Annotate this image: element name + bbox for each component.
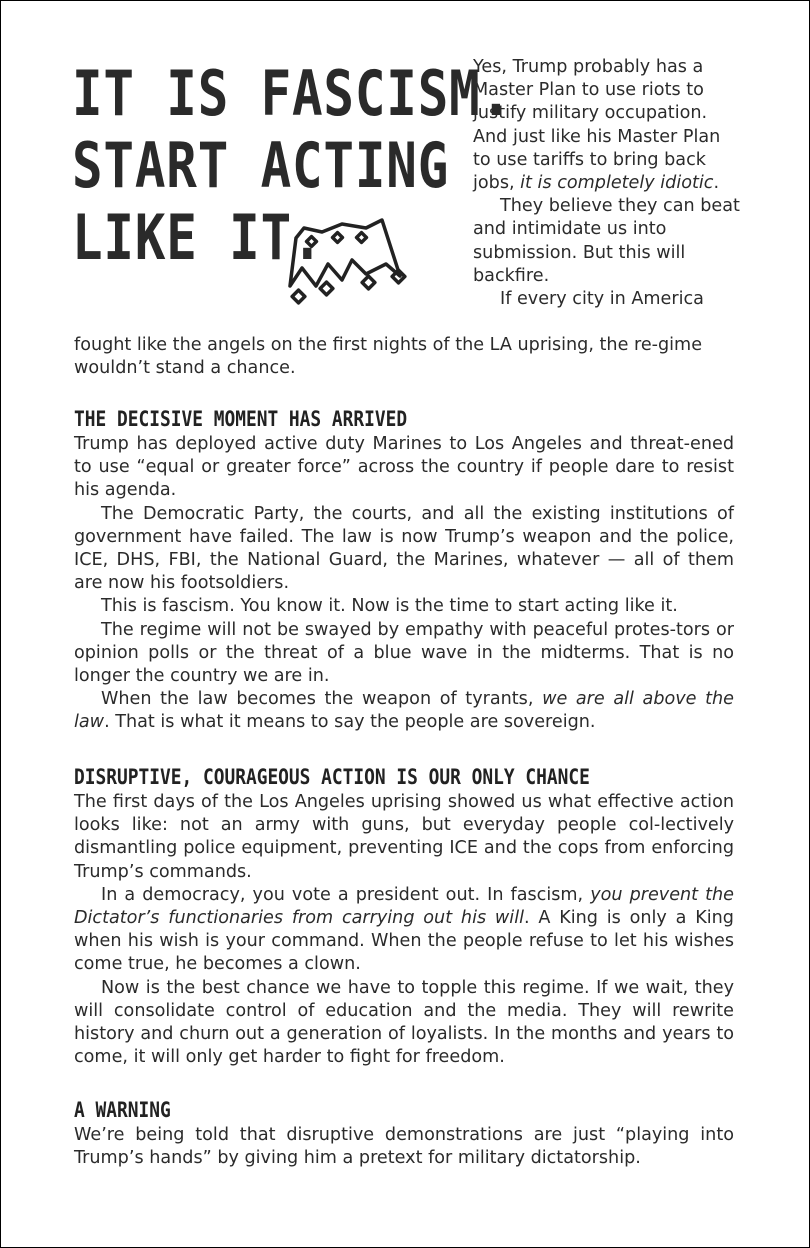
title-line-2: START ACTING <box>72 129 450 202</box>
p2-text: In a democracy, you vote a president out. In fascism, <box>101 884 591 905</box>
section-paragraph: This is fascism. You know it. Now is the time to start acting like it. <box>101 596 678 617</box>
section-paragraph: Trump has deployed active duty Marines to Los Angeles and threat-ened to use “equal or greater force” across the country if people dare to resist his agenda. <box>74 434 734 501</box>
section-disruptive-action <box>74 764 734 1069</box>
p5-text: When the law becomes the weapon of tyrants, <box>101 689 543 710</box>
section-paragraph: The regime will not be swayed by empathy with peaceful protes-tors or opinion polls or the threat of a blue wave in the midterms. That is no longer the country we are in. <box>74 619 734 687</box>
intro-p1-end: . <box>713 173 720 194</box>
broken-crown-icon <box>282 210 412 310</box>
p5-emphasis: we are all above the law <box>74 689 734 733</box>
intro-column <box>473 56 743 311</box>
section-decisive-moment <box>74 406 734 735</box>
intro-continuation <box>74 334 734 380</box>
intro-p1-text: Yes, Trump probably has a Master Plan to use riots to justify military occupation. And just like his Master Plan to use tariffs to bring back jobs, <box>473 57 721 194</box>
title-line-1: IT IS FASCISM. <box>72 57 513 130</box>
section-warning <box>74 1097 734 1170</box>
section-paragraph <box>74 688 734 734</box>
p5-end: . That is what it means to say the people are sovereign. <box>104 712 596 733</box>
intro-paragraph-2: They believe they can beat and intimidate us into submission. But this will backfire. <box>473 196 740 286</box>
section-paragraph <box>74 884 734 977</box>
section-paragraph: We’re being told that disruptive demonstrations are just “playing into Trump’s hands” by giving him a pretext for military dictatorship. <box>74 1125 734 1169</box>
section-heading: DISRUPTIVE, COURAGEOUS ACTION IS OUR ONLY CHANCE <box>74 765 590 789</box>
p2-end: . A King is only a King when his wish is your command. When the people refuse to let his wishes come true, he becomes a clown. <box>74 908 734 975</box>
section-heading: THE DECISIVE MOMENT HAS ARRIVED <box>74 407 408 431</box>
title-line-3: LIKE IT. <box>72 201 324 274</box>
intro-paragraph-3-end: fought like the angels on the first nights of the LA uprising, the re-gime wouldn’t stand a chance. <box>74 335 703 379</box>
intro-p1-emphasis: it is completely idiotic <box>520 173 714 194</box>
section-heading: A WARNING <box>74 1098 171 1122</box>
intro-paragraph-1 <box>473 56 743 195</box>
section-paragraph: The Democratic Party, the courts, and all the existing institutions of government have failed. The law is now Trump’s weapon and the police, ICE, DHS, FBI, the National Guard, the Marines, whatever — all of them are now his footsoldiers. <box>74 503 734 594</box>
section-paragraph: The first days of the Los Angeles uprising showed us what effective action looks like: not an army with guns, but everyday people col-lectively dismantling police equipment, preventing ICE and the cops from enforcing Trump’s commands. <box>74 792 734 882</box>
section-paragraph: Now is the best chance we have to topple this regime. If we wait, they will consolidate control of education and the media. They will rewrite history and churn out a generation of loyalists. In the months and years to come, it will only get harder to fight for freedom. <box>74 977 734 1068</box>
intro-paragraph-3-start: If every city in America <box>500 289 704 310</box>
p2-emphasis: you prevent the Dictator’s functionaries from carrying out his will <box>74 884 735 929</box>
